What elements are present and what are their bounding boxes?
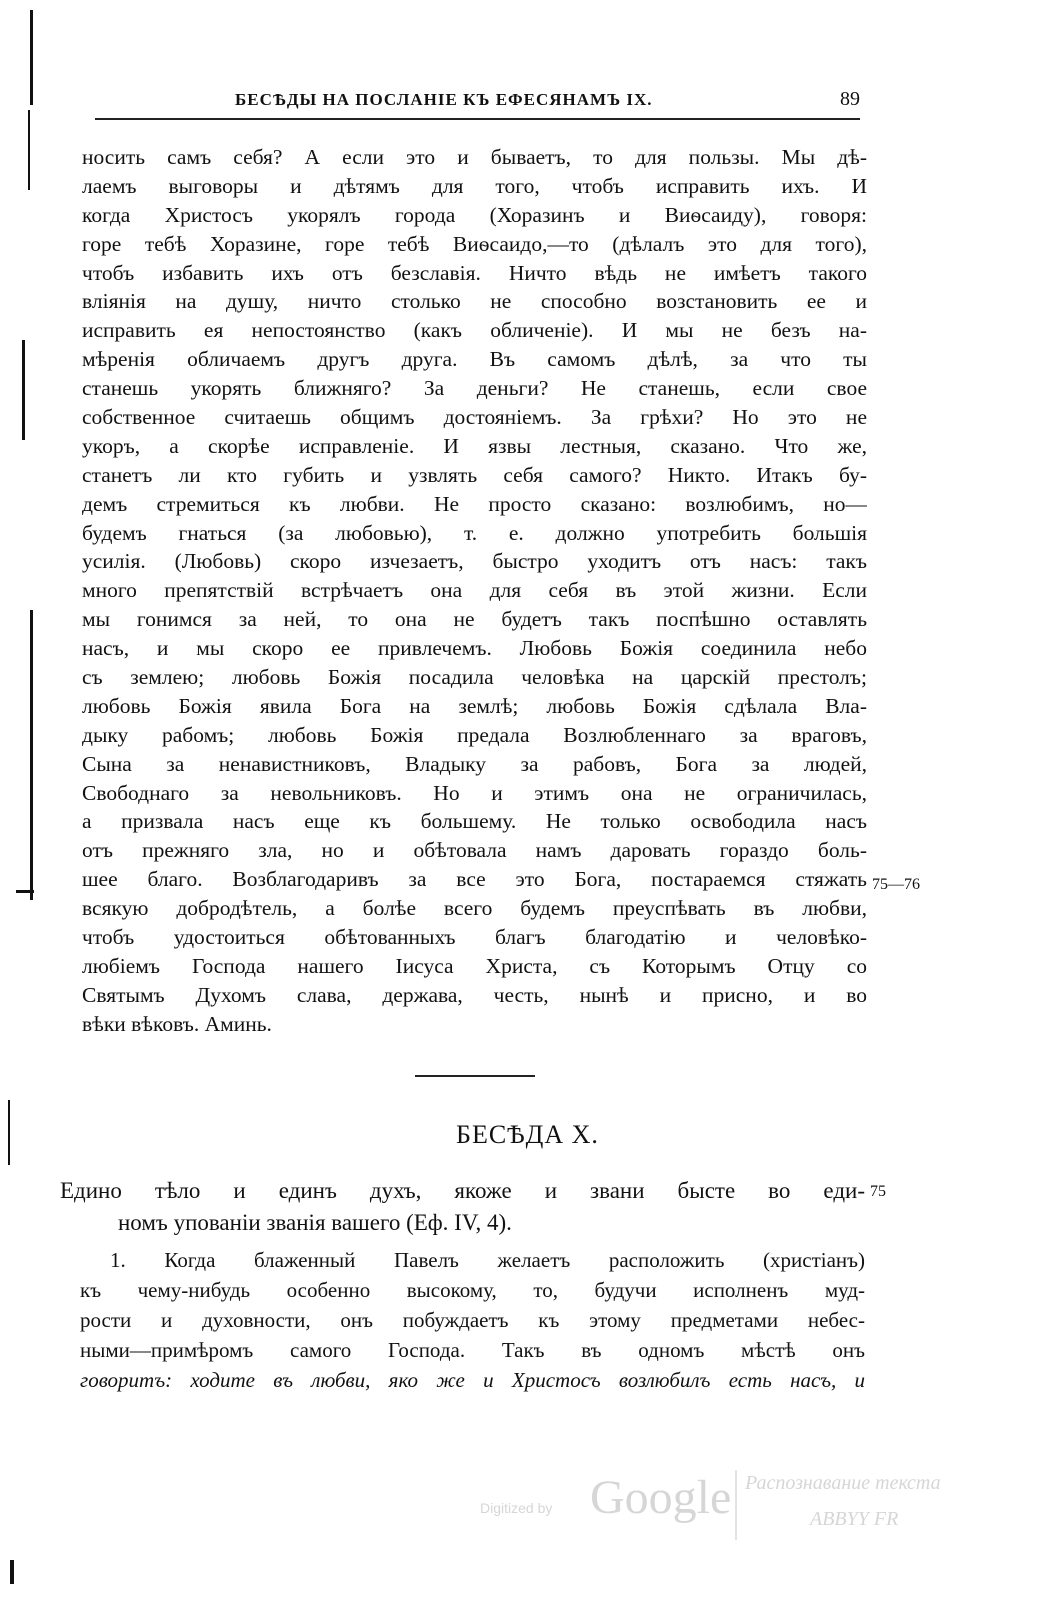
text-line: любіемъ Господа нашего Іисуса Христа, съ Которымъ Отцу со [82,953,867,978]
text-line: дыку рабомъ; любовь Божія предала Возлюбленнаго за враговъ, [82,722,867,747]
digitization-watermark [480,1470,1020,1540]
text-line: шее благо. Возблагодаривъ за все это Бога, постараемся стяжать [82,867,867,892]
epigraph-line: номъ упованіи званія вашего (Еф. IV, 4). [118,1210,512,1235]
text-line: Свободнаго за невольниковъ. Но и этимъ она не ограничилась, [82,780,867,805]
text-line: собственное считаешь общимъ достояніемъ. За грѣхи? Но это не [82,405,867,430]
margin-mark-2 [28,110,30,190]
text-line: укоръ, а скорѣе исправленіе. И язвы лестныя, сказано. Что же, [82,433,867,458]
text-line: станешь укорять ближняго? За деньги? Не станешь, если свое [82,376,867,401]
text-line: усилія. (Любовь) скоро изчезаетъ, быстро уходитъ отъ насъ: такъ [82,549,867,574]
text-line: вѣки вѣковъ. Аминь. [82,1011,272,1036]
text-line: ными—примѣромъ самого Господа. Такъ въ одномъ мѣстѣ онъ [80,1338,865,1362]
paragraph-1 [80,1245,865,1395]
epigraph-line: Едино тѣло и единъ духъ, якоже и звани бысте во еди- [60,1178,865,1203]
text-line: рости и духовности, онъ побуждаетъ къ этому предметами небес- [80,1308,865,1332]
text-line: насъ, и мы скоро ее привлечемъ. Любовь Божія соединила небо [82,636,867,661]
text-line: будемъ гнаться (за любовью), т. е. должно употребить большія [82,520,867,545]
text-line: Святымъ Духомъ слава, держава, честь, нынѣ и присно, и во [82,982,867,1007]
text-line: демъ стремиться къ любви. Не просто сказано: возлюбимъ, но— [82,491,867,516]
margin-mark-1 [30,10,33,105]
margin-note: 75 [870,1183,886,1200]
text-line: Сына за ненавистниковъ, Владыку за рабовъ, Бога за людей, [82,751,867,776]
text-line: говоритъ: ходите въ любви, яко же и Христосъ возлюбилъ есть насъ, и [80,1368,865,1392]
text-line: когда Христосъ укорялъ города (Хоразинъ и Виѳсаиду), говоря: [82,202,867,227]
section-title: БЕСѢДА X. [456,1120,599,1149]
text-line: 1. Когда блаженный Павелъ желаетъ расположить (христіанъ) [110,1248,865,1272]
margin-mark-3 [22,340,25,440]
text-line: много препятствій встрѣчаетъ она для себя въ этой жизни. Если [82,578,867,603]
ocr-brand: ABBYY FR [810,1508,899,1530]
text-line: вліянія на душу, ничто столько не способно возстановить ее и [82,289,867,314]
body-paragraph [82,143,867,1039]
text-line: а призвала насъ еще къ большему. Не только освободила насъ [82,809,867,834]
text-line: любовь Божія явила Бога на землѣ; любовь Божія сдѣлала Вла- [82,693,867,718]
text-line: горе тебѣ Хоразине, горе тебѣ Виѳсаидо,—то (дѣлалъ это для того), [82,231,867,256]
margin-mark-4 [30,610,33,900]
margin-mark-7 [10,1560,14,1584]
text-line: лаемъ выговоры и дѣтямъ для того, чтобъ исправить ихъ. И [82,173,867,198]
header-rule [95,118,860,120]
text-line: мѣренія обличаемъ другъ друга. Въ самомъ дѣлѣ, за что ты [82,347,867,372]
text-line: съ землею; любовь Божія посадила человѣка на царскій престолъ; [82,665,867,690]
google-logo: Google [590,1471,732,1524]
margin-mark-5 [16,890,34,893]
page-header [95,88,860,128]
text-line: чтобъ удостоиться обѣтованныхъ благъ благодатію и человѣко- [82,925,867,950]
text-line: отъ прежняго зла, но и обѣтовала намъ даровать гораздо боль- [82,838,867,863]
text-line: чтобъ избавить ихъ отъ безславія. Ничто вѣдь не имѣетъ такого [82,260,867,285]
text-line: мы гонимся за ней, то она не будетъ такъ поспѣшно оставлять [82,607,867,632]
watermark-separator [735,1470,737,1540]
text-line: исправить ея непостоянство (какъ обличеніе). И мы не безъ на- [82,318,867,343]
text-line: къ чему-нибудь особенно высокому, то, будучи исполненъ муд- [80,1278,865,1302]
digitized-by-label: Digitized by [480,1500,553,1516]
epigraph [60,1175,865,1239]
ocr-label: Распознавание текста [745,1472,941,1494]
running-title: БЕСѢДЫ НА ПОСЛАНІЕ КЪ ЕФЕСЯНАМЪ IX. [235,90,653,109]
section-divider [415,1075,535,1077]
page-number: 89 [840,88,860,110]
text-line: носить самъ себя? А если это и бываетъ, то для пользы. Мы дѣ- [82,145,867,169]
text-line: станетъ ли кто губить и узвлять себя самого? Никто. Итакъ бу- [82,462,867,487]
text-line: всякую добродѣтель, а болѣе всего будемъ преуспѣвать въ любви, [82,896,867,921]
margin-note: 75—76 [872,876,920,893]
